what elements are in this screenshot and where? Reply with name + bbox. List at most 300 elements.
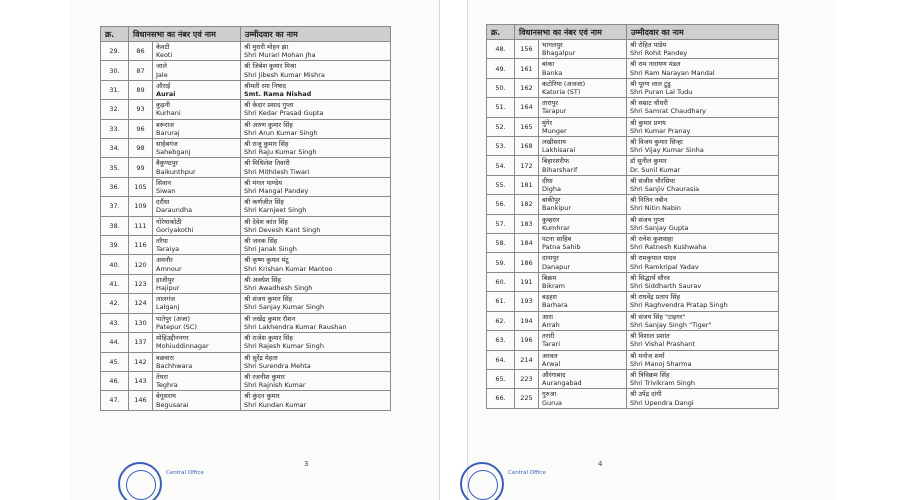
constituency-name <box>153 80 241 99</box>
constituency-name-hindi: अरवल <box>542 351 558 360</box>
table-row <box>487 59 779 78</box>
constituency-name-hindi: कुढ़नी <box>156 101 170 110</box>
constituency-name <box>539 195 627 214</box>
table-row <box>487 311 779 330</box>
constituency-name <box>153 100 241 119</box>
constituency-number: 181 <box>515 175 539 194</box>
serial-number: 44. <box>101 333 129 352</box>
constituency-name-hindi: बैकुण्ठपुर <box>156 159 178 168</box>
constituency-name-english: Munger <box>542 126 567 135</box>
constituency-name <box>153 119 241 138</box>
constituency-name <box>539 98 627 117</box>
header-assembly: विधानसभा का नंबर एवं नाम <box>129 27 241 42</box>
candidate-name <box>627 331 779 350</box>
candidate-name-hindi: श्री राजू कुमार सिंह <box>244 140 289 149</box>
constituency-name <box>539 272 627 291</box>
constituency-name <box>153 294 241 313</box>
constituency-name-hindi: लखीसराय <box>542 138 566 147</box>
serial-number: 59. <box>487 253 515 272</box>
serial-number: 62. <box>487 311 515 330</box>
candidate-name-hindi: श्री नितिन नबीन <box>630 196 668 205</box>
table-row <box>101 42 391 61</box>
constituency-name-hindi: साहेबगंज <box>156 140 178 149</box>
constituency-name-hindi: आरा <box>542 312 553 321</box>
candidate-name-english: Shri Lakhendra Kumar Raushan <box>244 322 347 331</box>
header-serial: क्र. <box>487 25 515 40</box>
constituency-name-english: Gurua <box>542 398 562 407</box>
candidate-name-english: Shri Trivikram Singh <box>630 379 696 388</box>
constituency-name <box>539 234 627 253</box>
constituency-name-hindi: तारापुर <box>542 99 559 108</box>
serial-number: 35. <box>101 158 129 177</box>
constituency-name-hindi: बछवारा <box>156 353 174 362</box>
constituency-name-hindi: बांका <box>542 60 555 69</box>
candidate-name-english: Shri Kumar Pranay <box>630 126 691 135</box>
constituency-name-hindi: अमनौर <box>156 256 173 265</box>
candidate-name-hindi: श्री देवेश कांत सिंह <box>244 217 288 226</box>
constituency-number: 89 <box>129 80 153 99</box>
constituency-name-english: Teghra <box>156 381 178 390</box>
candidate-name-hindi: श्री विजय कुमार सिन्हा <box>630 138 683 147</box>
constituency-name-hindi: मोहिउद्दीननगर <box>156 334 189 343</box>
document-page-right <box>467 0 837 500</box>
constituency-name <box>539 253 627 272</box>
constituency-name <box>153 313 241 332</box>
constituency-name-hindi: तरैया <box>156 237 168 246</box>
constituency-name-hindi: बड़हरा <box>542 293 557 302</box>
candidate-name-hindi: श्री मिथिलेश तिवारी <box>244 159 290 168</box>
candidate-name-hindi: श्री कर्णजीत सिंह <box>244 198 284 207</box>
constituency-name-hindi: पटना साहिब <box>542 235 572 244</box>
constituency-name <box>539 369 627 388</box>
constituency-number: 130 <box>129 313 153 332</box>
constituency-number: 111 <box>129 216 153 235</box>
candidate-name-english: Dr. Sunil Kumar <box>630 165 681 174</box>
constituency-name-hindi: लालगंज <box>156 295 175 304</box>
candidate-name-english: Shri Mithilesh Tiwari <box>244 167 310 176</box>
table-row <box>487 137 779 156</box>
candidate-name-english: Shri Ratnesh Kushwaha <box>630 243 707 252</box>
constituency-name <box>539 331 627 350</box>
constituency-name-hindi: कुम्हरार <box>542 215 560 224</box>
constituency-name <box>539 156 627 175</box>
constituency-name-english: Digha <box>542 185 562 194</box>
constituency-number: 105 <box>129 177 153 196</box>
constituency-name <box>153 42 241 61</box>
constituency-name <box>539 214 627 233</box>
constituency-name <box>539 78 627 97</box>
candidate-name-hindi: श्री राम नारायण मंडल <box>630 60 681 69</box>
constituency-number: 193 <box>515 292 539 311</box>
constituency-number: 120 <box>129 255 153 274</box>
constituency-name <box>539 117 627 136</box>
table-row <box>487 331 779 350</box>
constituency-name-hindi: दानापुर <box>542 254 559 263</box>
constituency-name-hindi: बिहारशरीफ <box>542 157 569 166</box>
candidate-name <box>241 391 391 410</box>
constituency-name <box>539 175 627 194</box>
constituency-name-hindi: दरौंधा <box>156 198 170 207</box>
candidate-name <box>627 234 779 253</box>
table-row <box>487 389 779 408</box>
candidate-name <box>241 80 391 99</box>
candidate-name-english: Shri Karnjeet Singh <box>244 206 307 215</box>
constituency-number: 191 <box>515 272 539 291</box>
header-serial: क्र. <box>101 27 129 42</box>
constituency-name <box>153 139 241 158</box>
candidate-name-english: Shri Rajnish Kumar <box>244 381 306 390</box>
constituency-number: 161 <box>515 59 539 78</box>
candidate-name-english: Shri Devesh Kant Singh <box>244 225 321 234</box>
candidate-name-english: Shri Krishan Kumar Mantoo <box>244 264 333 273</box>
candidate-name <box>241 255 391 274</box>
table-row <box>101 100 391 119</box>
constituency-number: 168 <box>515 137 539 156</box>
constituency-name-english: Katoria (ST) <box>542 88 581 97</box>
candidate-name-english: Shri Vijay Kumar Sinha <box>630 146 704 155</box>
table-row <box>101 274 391 293</box>
candidate-name-english: Shri Kundan Kumar <box>244 400 307 409</box>
constituency-number: 156 <box>515 40 539 59</box>
constituency-number: 186 <box>515 253 539 272</box>
constituency-number: 137 <box>129 333 153 352</box>
constituency-name-english: Baikunthpur <box>156 167 196 176</box>
constituency-number: 223 <box>515 369 539 388</box>
constituency-number: 87 <box>129 61 153 80</box>
constituency-name-english: Lalganj <box>156 303 180 312</box>
candidate-name-english: Shri Samrat Chaudhary <box>630 107 707 116</box>
constituency-name-english: Tarari <box>542 340 561 349</box>
candidate-name-english: Shri Nitin Nabin <box>630 204 681 213</box>
constituency-name-english: Lakhisarai <box>542 146 576 155</box>
candidate-name <box>241 61 391 80</box>
serial-number: 63. <box>487 331 515 350</box>
table-row <box>487 175 779 194</box>
candidate-name-hindi: श्री संजय गुप्ता <box>630 215 665 224</box>
serial-number: 34. <box>101 139 129 158</box>
table-row <box>101 391 391 410</box>
constituency-number: 99 <box>129 158 153 177</box>
constituency-number: 225 <box>515 389 539 408</box>
candidate-name-english: Shri Upendra Dangi <box>630 398 694 407</box>
serial-number: 29. <box>101 42 129 61</box>
candidate-name-english: Shri Murari Mohan Jha <box>244 51 316 60</box>
candidate-name-hindi: श्री अवधेश सिंह <box>244 275 281 284</box>
constituency-number: 124 <box>129 294 153 313</box>
constituency-name-hindi: जाले <box>156 62 167 71</box>
serial-number: 30. <box>101 61 129 80</box>
constituency-name-english: Daraundha <box>156 206 193 215</box>
candidate-name-hindi: श्री मनोज शर्मा <box>630 351 665 360</box>
candidate-name <box>241 100 391 119</box>
candidate-name-hindi: श्री रामकृपाल यादव <box>630 254 676 263</box>
constituency-name-english: Sahebganj <box>156 148 191 157</box>
candidate-name <box>627 117 779 136</box>
table-row <box>101 313 391 332</box>
candidate-name-hindi: श्री केदार प्रसाद गुप्ता <box>244 101 294 110</box>
serial-number: 46. <box>101 371 129 390</box>
constituency-name-english: Arwal <box>542 359 561 368</box>
table-header <box>101 27 391 42</box>
constituency-number: 194 <box>515 311 539 330</box>
candidate-name <box>627 40 779 59</box>
candidate-name <box>627 175 779 194</box>
serial-number: 52. <box>487 117 515 136</box>
constituency-name-hindi: मुंगेर <box>542 118 553 127</box>
constituency-name-english: Kumhrar <box>542 223 570 232</box>
serial-number: 64. <box>487 350 515 369</box>
constituency-name <box>153 158 241 177</box>
table-row <box>487 117 779 136</box>
table-row <box>487 195 779 214</box>
serial-number: 32. <box>101 100 129 119</box>
constituency-name-english: Biharsharif <box>542 165 578 174</box>
constituency-number: 164 <box>515 98 539 117</box>
table-row <box>101 255 391 274</box>
candidate-name-english: Shri Manoj Sharma <box>630 359 692 368</box>
table-row <box>487 98 779 117</box>
candidate-name-hindi: श्री मुरारी मोहन झा <box>244 43 289 51</box>
table-row <box>101 236 391 255</box>
candidate-name <box>627 253 779 272</box>
candidate-name-hindi: श्री जनक सिंह <box>244 237 278 246</box>
constituency-name-hindi: गोरेयाकोठी <box>156 217 182 226</box>
serial-number: 53. <box>487 137 515 156</box>
constituency-number: 98 <box>129 139 153 158</box>
constituency-name-english: Kurhani <box>156 109 181 118</box>
candidate-table-left <box>100 26 391 411</box>
candidate-name-english: Shri Kedar Prasad Gupta <box>244 109 324 118</box>
candidate-name-english: Shri Raju Kumar Singh <box>244 148 317 157</box>
table-row <box>101 352 391 371</box>
constituency-name <box>153 274 241 293</box>
constituency-name-hindi: बिक्रम <box>542 273 557 282</box>
table-row <box>487 272 779 291</box>
serial-number: 57. <box>487 214 515 233</box>
constituency-name-english: Bankipur <box>542 204 572 213</box>
candidate-name-english: Shri Mangal Pandey <box>244 187 309 196</box>
candidate-name-hindi: श्री विशाल प्रशांत <box>630 332 670 341</box>
candidate-name-english: Shri Sanjay Kumar Singh <box>244 303 325 312</box>
serial-number: 40. <box>101 255 129 274</box>
serial-number: 50. <box>487 78 515 97</box>
document-page-left <box>70 0 440 500</box>
serial-number: 31. <box>101 80 129 99</box>
constituency-name <box>539 40 627 59</box>
candidate-name <box>241 313 391 332</box>
table-row <box>101 80 391 99</box>
constituency-number: 182 <box>515 195 539 214</box>
constituency-name-english: Barhara <box>542 301 568 310</box>
constituency-name-english: Patna Sahib <box>542 243 581 252</box>
candidate-name-hindi: श्री राजेश कुमार सिंह <box>244 334 293 343</box>
stamp-text: Central Office <box>508 470 546 476</box>
serial-number: 65. <box>487 369 515 388</box>
constituency-name-hindi: बांकीपुर <box>542 196 561 205</box>
candidate-name <box>627 98 779 117</box>
candidate-name-hindi: श्री संजय सिंह "टाइगर" <box>630 312 686 321</box>
serial-number: 54. <box>487 156 515 175</box>
table-row <box>487 40 779 59</box>
candidate-name-hindi: श्री सम्राट चौधरी <box>630 99 668 108</box>
constituency-name-hindi: तरारी <box>542 332 555 341</box>
candidate-name-hindi: श्री संजीव चौरसिया <box>630 176 675 185</box>
candidate-name <box>241 371 391 390</box>
table-row <box>101 371 391 390</box>
candidate-name-english: Shri Siddharth Saurav <box>630 282 702 291</box>
constituency-name-english: Danapur <box>542 262 571 271</box>
constituency-name-english: Jale <box>156 70 168 79</box>
candidate-name <box>241 216 391 235</box>
candidate-name-hindi: श्री लखेंद्र कुमार रौशन <box>244 314 296 323</box>
candidate-name <box>627 214 779 233</box>
candidate-name-hindi: श्री संजय कुमार सिंह <box>244 295 293 304</box>
serial-number: 51. <box>487 98 515 117</box>
candidate-name <box>241 119 391 138</box>
candidate-name-english: Shri Sanjiv Chaurasia <box>630 185 700 194</box>
constituency-name <box>153 391 241 410</box>
constituency-name-hindi: बेगूसराय <box>156 392 176 401</box>
candidate-name-hindi: श्री उपेंद्र दांगी <box>630 390 662 399</box>
candidate-name-hindi: श्री रत्नेश कुशवाहा <box>630 235 673 244</box>
header-candidate: उम्मीदवार का नाम <box>627 25 779 40</box>
candidate-name-hindi: श्रीमती रमा निषाद <box>244 81 287 90</box>
constituency-name-english: Begusarai <box>156 400 189 409</box>
table-row <box>101 294 391 313</box>
candidate-name <box>627 311 779 330</box>
serial-number: 38. <box>101 216 129 235</box>
table-header <box>487 25 779 40</box>
candidate-name-hindi: श्री कृष्ण कुमार मंटू <box>244 256 289 265</box>
candidate-name-english: Shri Rohit Pandey <box>630 49 688 58</box>
page-number: 3 <box>304 460 309 468</box>
candidate-name <box>627 350 779 369</box>
constituency-name-english: Aurai <box>156 90 176 99</box>
constituency-number: 214 <box>515 350 539 369</box>
constituency-name-hindi: भागलपुर <box>542 41 563 49</box>
constituency-name <box>539 389 627 408</box>
constituency-number: 196 <box>515 331 539 350</box>
serial-number: 43. <box>101 313 129 332</box>
serial-number: 41. <box>101 274 129 293</box>
candidate-name-hindi: श्री पूरण लाल टुडु <box>630 79 671 88</box>
candidate-name-hindi: श्री मंगल पाण्डेय <box>244 178 283 187</box>
constituency-name <box>153 236 241 255</box>
constituency-number: 146 <box>129 391 153 410</box>
serial-number: 39. <box>101 236 129 255</box>
constituency-name <box>153 197 241 216</box>
candidate-name <box>241 158 391 177</box>
constituency-number: 172 <box>515 156 539 175</box>
serial-number: 49. <box>487 59 515 78</box>
constituency-name <box>153 216 241 235</box>
candidate-name <box>627 272 779 291</box>
table-row <box>487 78 779 97</box>
serial-number: 36. <box>101 177 129 196</box>
candidate-name-hindi: डॉ सुनील कुमार <box>630 157 667 166</box>
candidate-name-english: Shri Surendra Mehta <box>244 361 311 370</box>
constituency-name-english: Amnour <box>156 264 182 273</box>
candidate-name-hindi: श्री सिद्धार्थ सौरव <box>630 273 670 282</box>
candidate-name-hindi: श्री रजनीश कुमार <box>244 372 285 381</box>
constituency-name <box>539 292 627 311</box>
constituency-name-english: Aurangabad <box>542 379 582 388</box>
table-row <box>487 369 779 388</box>
table-row <box>487 214 779 233</box>
constituency-name-english: Banka <box>542 68 563 77</box>
constituency-name-hindi: बरूराज <box>156 120 174 129</box>
constituency-name-english: Hajipur <box>156 284 180 293</box>
candidate-name-english: Shri Raghvendra Pratap Singh <box>630 301 728 310</box>
table-row <box>487 253 779 272</box>
constituency-name-english: Bikram <box>542 282 566 291</box>
constituency-name-hindi: तेघरा <box>156 372 168 381</box>
table-row <box>101 177 391 196</box>
candidate-name <box>627 292 779 311</box>
constituency-number: 109 <box>129 197 153 216</box>
serial-number: 56. <box>487 195 515 214</box>
constituency-number: 162 <box>515 78 539 97</box>
constituency-name-english: Goriyakothi <box>156 225 194 234</box>
constituency-number: 86 <box>129 42 153 61</box>
constituency-name <box>539 350 627 369</box>
constituency-name-hindi: सिवान <box>156 178 171 187</box>
serial-number: 58. <box>487 234 515 253</box>
stamp-text: Central Office <box>166 470 204 476</box>
constituency-name <box>539 59 627 78</box>
candidate-name-english: Shri Arun Kumar Singh <box>244 128 318 137</box>
header-candidate: उम्मीदवार का नाम <box>241 27 391 42</box>
candidate-name-english: Shri Janak Singh <box>244 245 297 254</box>
constituency-number: 123 <box>129 274 153 293</box>
constituency-number: 165 <box>515 117 539 136</box>
table-row <box>101 197 391 216</box>
candidate-name-english: Shri Rajesh Kumar Singh <box>244 342 324 351</box>
candidate-name <box>627 156 779 175</box>
serial-number: 47. <box>101 391 129 410</box>
candidate-name-hindi: श्री रोहित पांडेय <box>630 41 667 49</box>
candidate-name-hindi: श्री कुंदन कुमार <box>244 392 280 401</box>
constituency-name-english: Arrah <box>542 320 560 329</box>
candidate-name <box>627 389 779 408</box>
table-row <box>101 333 391 352</box>
constituency-name-english: Taraiya <box>156 245 180 254</box>
table-row <box>487 292 779 311</box>
table-row <box>101 119 391 138</box>
candidate-name <box>241 177 391 196</box>
header-assembly: विधानसभा का नंबर एवं नाम <box>515 25 627 40</box>
candidate-table-right <box>486 24 779 409</box>
candidate-name-hindi: श्री अरुण कुमार सिंह <box>244 120 293 129</box>
constituency-name-english: Baruraj <box>156 128 180 137</box>
constituency-name <box>153 352 241 371</box>
constituency-number: 184 <box>515 234 539 253</box>
candidate-name-english: Shri Sanjay Singh "Tiger" <box>630 320 712 329</box>
table-row <box>101 139 391 158</box>
candidate-name <box>627 59 779 78</box>
candidate-name <box>241 333 391 352</box>
constituency-name-hindi: औरंगाबाद <box>542 370 566 379</box>
constituency-name-english: Patepur (SC) <box>156 322 197 331</box>
candidate-name-hindi: श्री सुरेंद्र मेहता <box>244 353 278 362</box>
constituency-name-english: Siwan <box>156 187 176 196</box>
constituency-name-hindi: पातेपुर (अजा) <box>156 314 191 323</box>
constituency-number: 142 <box>129 352 153 371</box>
constituency-name <box>153 255 241 274</box>
constituency-number: 143 <box>129 371 153 390</box>
serial-number: 37. <box>101 197 129 216</box>
constituency-number: 93 <box>129 100 153 119</box>
